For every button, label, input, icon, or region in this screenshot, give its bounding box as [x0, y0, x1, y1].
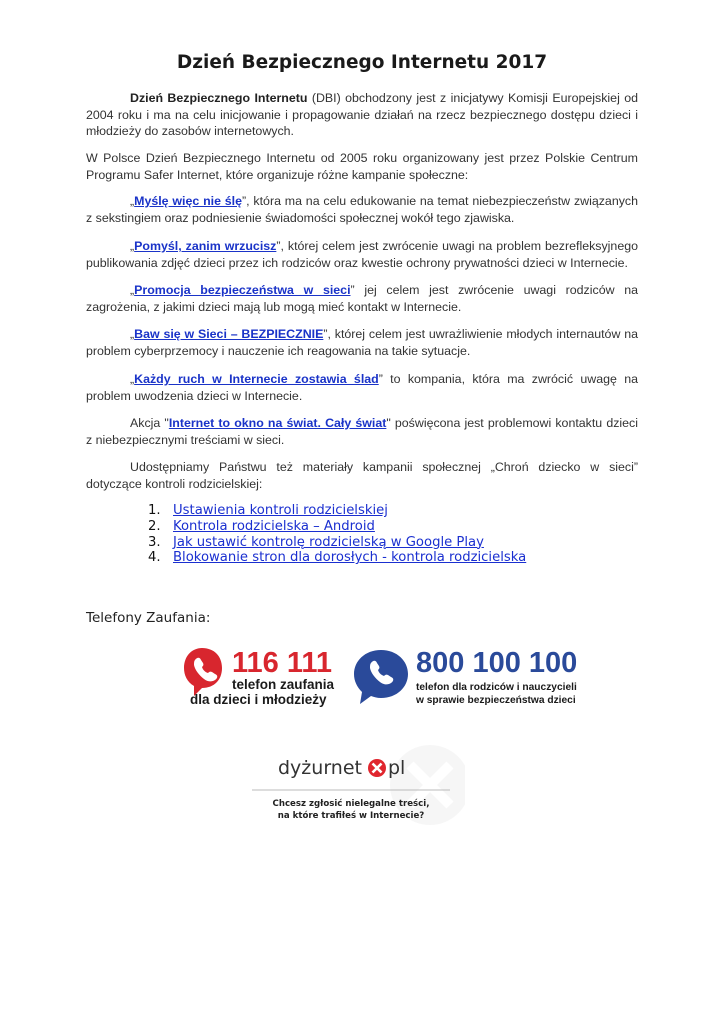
campaign-prefix: „	[130, 283, 135, 297]
intro-text: (DBI) obchodzony jest z inicjatywy Komisji Europejskiej od 2004 roku i ma na celu inicjowanie i propagowanie działań na rzecz bezpiecznego dostępu dzieci i młodzieży do zasobów internetowych.	[86, 91, 638, 139]
dyzurnet-x-icon	[368, 759, 386, 777]
material-link[interactable]: Blokowanie stron dla dorosłych - kontrola rodzicielska	[173, 550, 527, 566]
helpline-116-number: 116 111	[232, 647, 333, 679]
campaign-text: ” to kompania, która ma zwrócić uwagę na problem uwodzenia dzieci w Internecie.	[86, 372, 638, 403]
campaign-link[interactable]: Każdy ruch w Internecie zostawia ślad	[134, 372, 379, 386]
campaign-text: " poświęcona jest problemowi kontaktu dzieci z niebezpiecznymi treściami w sieci.	[86, 416, 638, 447]
list-item	[148, 519, 526, 535]
list-number: 4.	[148, 550, 161, 566]
phone-bubble-blue-icon	[354, 650, 408, 704]
helpline-116-line2: dla dzieci i młodzieży	[190, 692, 327, 707]
intro-bold: Dzień Bezpiecznego Internetu	[130, 91, 308, 105]
program-paragraph: W Polsce Dzień Bezpiecznego Internetu od 2005 roku organizowany jest przez Polskie Centrum Programu Safer Internet, które organizuje różne kampanie społeczne:	[86, 151, 638, 182]
campaign-text: ”, która ma na celu edukowanie na temat niebezpieczeństw związanych z sekstingiem oraz podniesienie świadomości społecznej wokół tego zjawiska.	[86, 194, 638, 225]
dyzurnet-caption1: Chcesz zgłosić nielegalne treści,	[272, 799, 430, 809]
material-link[interactable]: Ustawienia kontroli rodzicielskiej	[173, 503, 388, 518]
campaign-paragraph	[86, 415, 638, 448]
helplines-logo[interactable]	[184, 646, 586, 710]
campaign-paragraph	[86, 238, 638, 271]
material-link[interactable]: Kontrola rodzicielska – Android	[173, 518, 375, 534]
campaign-link[interactable]: Baw się w Sieci – BEZPIECZNIE	[134, 327, 324, 341]
helpline-116-line1: telefon zaufania	[232, 677, 335, 692]
campaign-text: ” jej celem jest zwrócenie uwagi rodziców na zagrożenia, z jakimi dzieci mają lub mogą mieć kontakt w Internecie.	[86, 283, 638, 314]
intro-paragraph	[86, 90, 638, 140]
list-number: 3.	[148, 534, 161, 550]
helpline-800-line1: telefon dla rodziców i nauczycieli	[416, 682, 577, 693]
list-number: 2.	[148, 518, 161, 534]
dyzurnet-logo[interactable]	[250, 742, 465, 828]
material-link[interactable]: Jak ustawić kontrolę rodzicielską w Google Play	[173, 534, 484, 550]
dyzurnet-name: dyżurnet	[278, 757, 362, 779]
campaign-prefix: „	[130, 327, 135, 341]
campaign-link[interactable]: Myślę więc nie ślę	[134, 194, 243, 208]
helplines-heading: Telefony Zaufania:	[86, 610, 211, 626]
campaign-prefix: „	[130, 239, 135, 253]
campaign-text: ”, której celem jest zwrócenie uwagi na problem bezrefleksyjnego publikowania zdjęć dzieci przez ich rodziców oraz kwestie ochrony prywatności dzieci w Internecie.	[86, 239, 638, 270]
campaign-link[interactable]: Pomyśl, zanim wrzucisz	[134, 239, 277, 253]
list-number: 1.	[148, 503, 161, 518]
campaign-link[interactable]: Internet to okno na świat. Cały świat	[168, 416, 387, 430]
campaign-paragraph	[86, 371, 638, 404]
materials-paragraph: Udostępniamy Państwu też materiały kampanii społecznej „Chroń dziecko w sieci” dotyczące kontroli rodzicielskiej:	[86, 460, 638, 491]
list-item	[148, 503, 526, 519]
campaign-prefix: Akcja "	[130, 416, 169, 430]
list-item	[148, 535, 526, 551]
campaign-paragraph	[86, 282, 638, 315]
list-item	[148, 550, 526, 566]
helpline-800-number: 800 100 100	[416, 647, 578, 679]
page-title: Dzień Bezpiecznego Internetu 2017	[176, 52, 548, 73]
helpline-800-line2: w sprawie bezpieczeństwa dzieci	[416, 695, 576, 706]
campaign-link[interactable]: Promocja bezpieczeństwa w sieci	[134, 283, 351, 297]
campaign-prefix: „	[130, 194, 135, 208]
dyzurnet-caption2: na które trafiłeś w Internecie?	[277, 811, 425, 821]
campaign-paragraph	[86, 193, 638, 226]
phone-bubble-red-icon	[184, 648, 222, 696]
campaign-text: ”, której celem jest uwrażliwienie młodych internautów na problem cyberprzemocy i nauczenie ich reagowania na takie sytuacje.	[86, 327, 638, 358]
campaign-paragraph	[86, 326, 638, 359]
campaign-prefix: „	[130, 372, 135, 386]
materials-list	[148, 503, 526, 566]
dyzurnet-tld: pl	[388, 757, 406, 779]
